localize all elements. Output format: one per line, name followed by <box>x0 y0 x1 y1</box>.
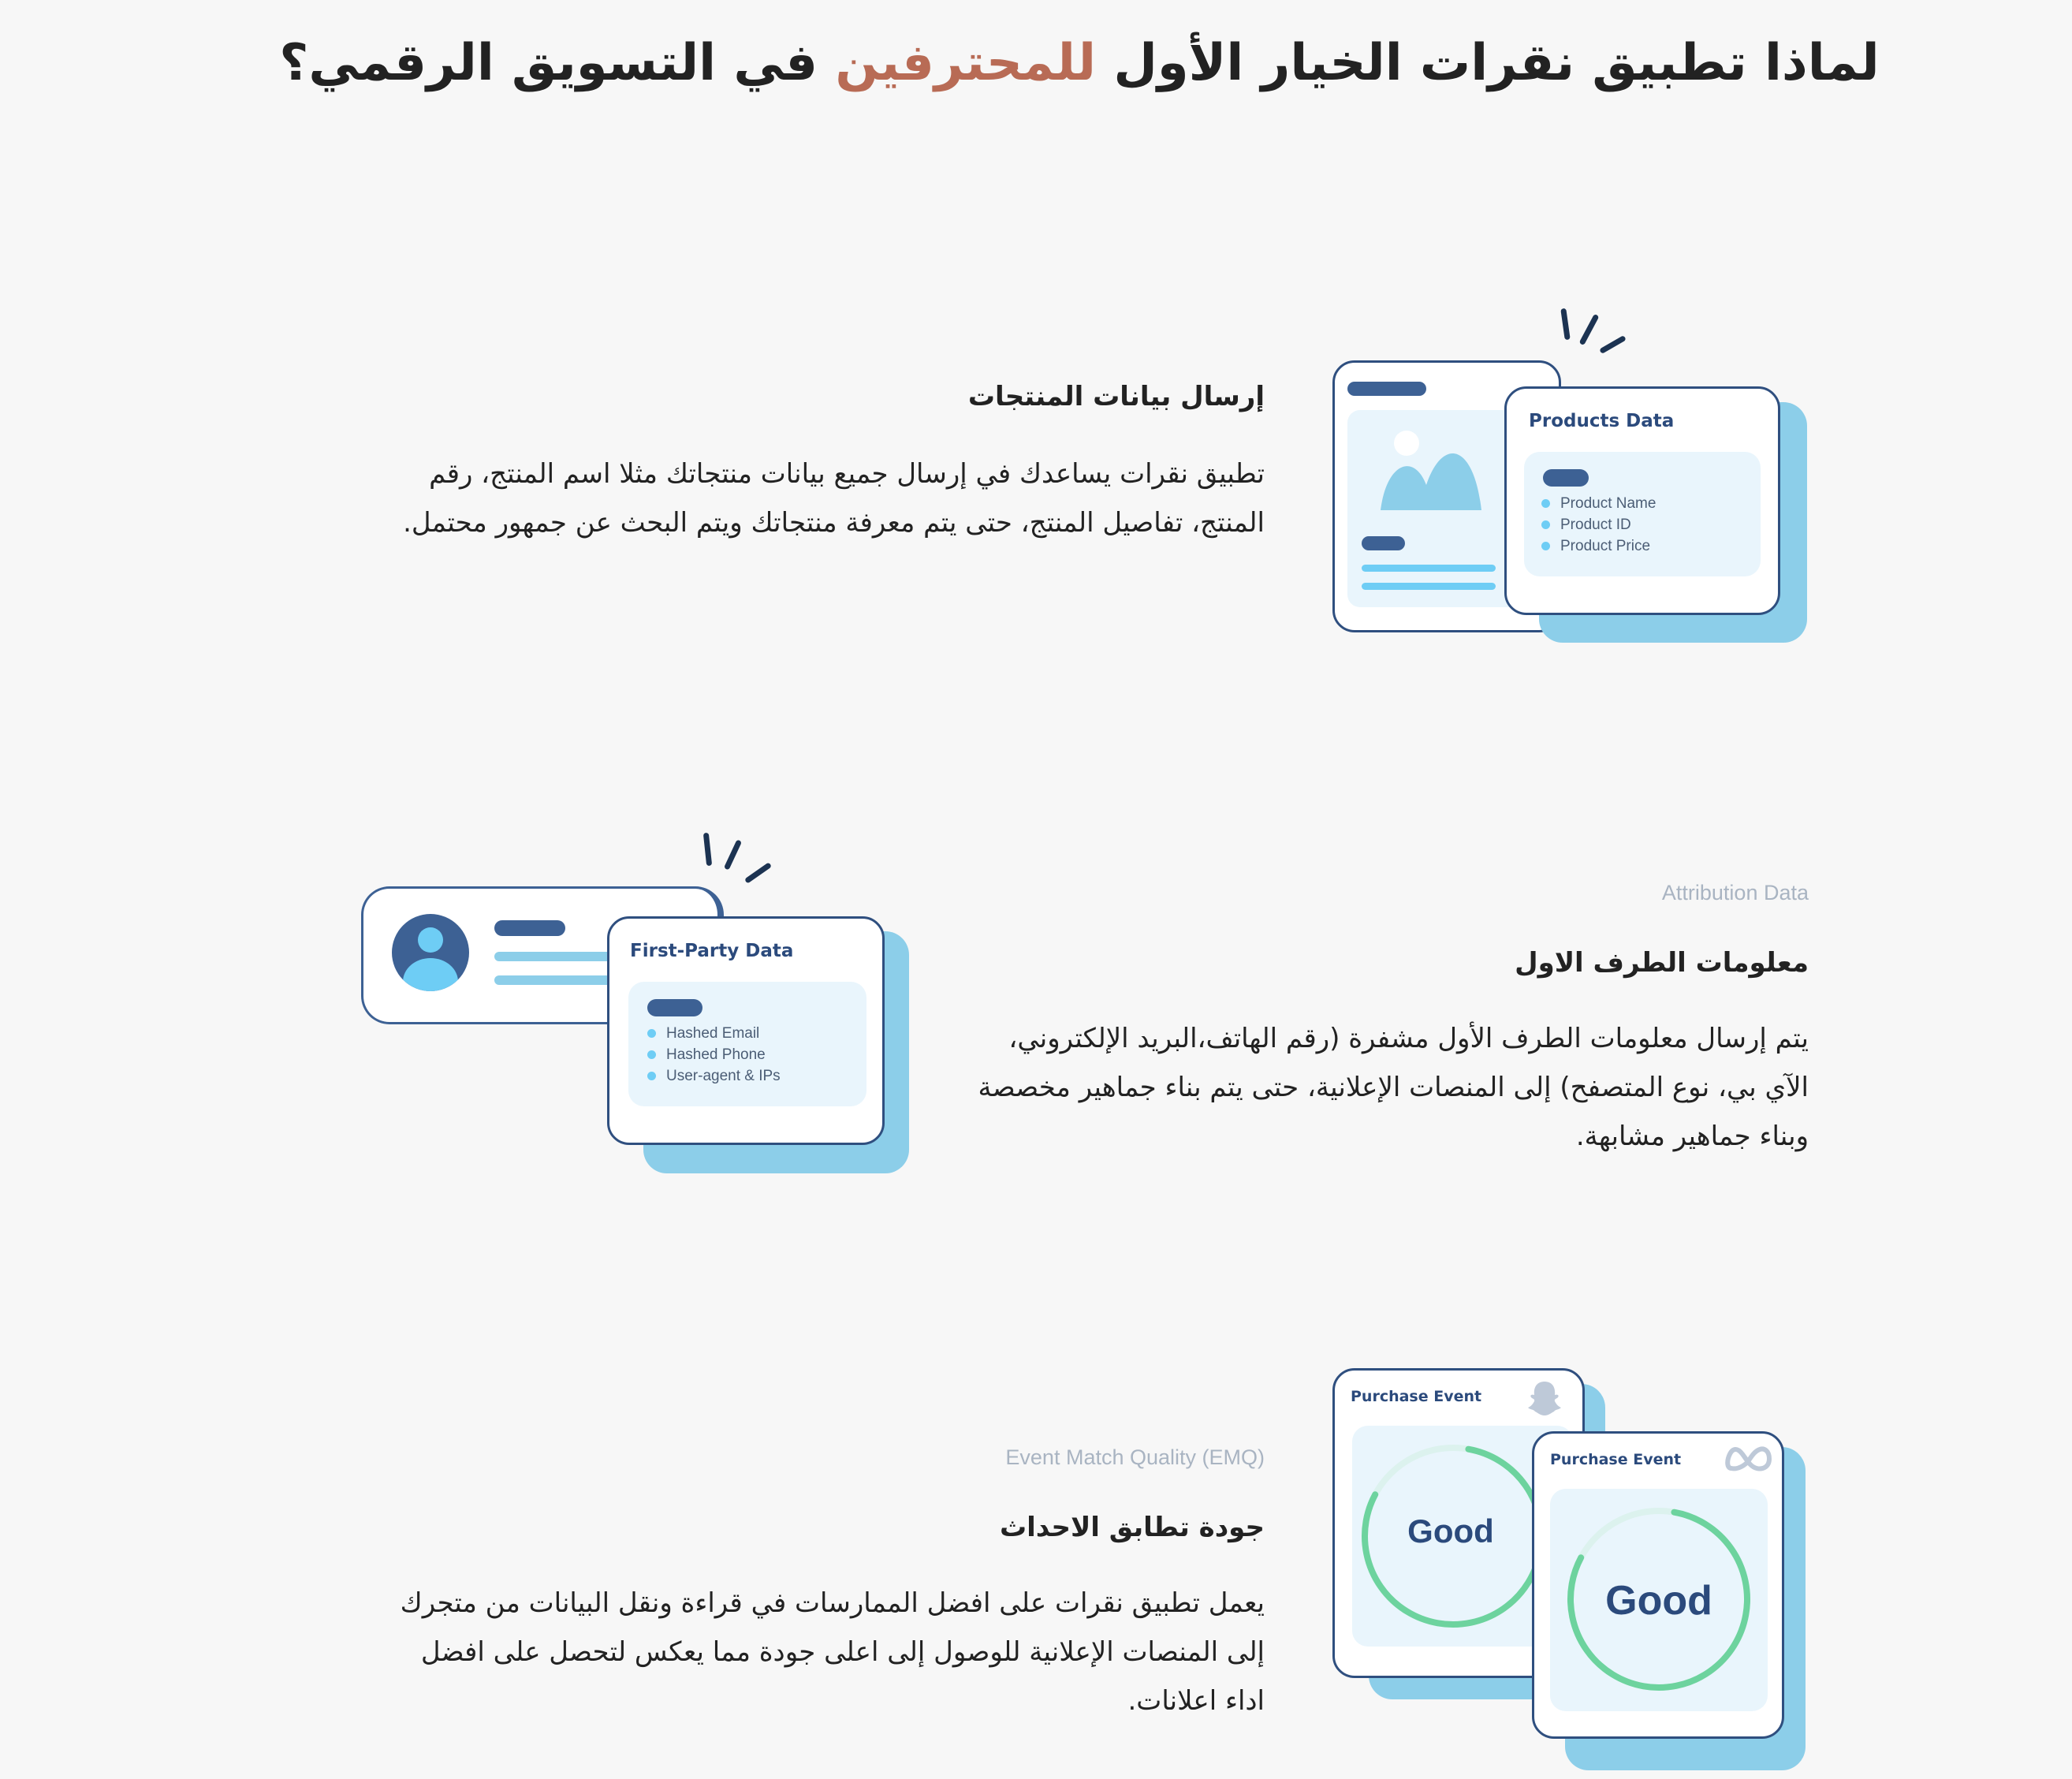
card-bullet-list <box>647 1023 781 1087</box>
placeholder-line <box>1362 565 1496 572</box>
section-event-match-quality <box>378 1441 1265 1725</box>
placeholder-label-bar <box>647 999 702 1016</box>
card-inner-panel <box>628 982 866 1106</box>
section-paragraph: يعمل تطبيق نقرات على افضل الممارسات في قراءة ونقل البيانات من متجرك إلى المنصات الإعلانية للوصول إلى اعلى جودة مما يعكس لتحصل على افضل اداء اعلانات. <box>400 1587 1265 1717</box>
spark-line <box>1599 335 1627 354</box>
spark-line <box>744 862 772 884</box>
title-part-2: في التسويق الرقمي؟ <box>279 34 818 92</box>
products-data-illustration <box>1332 304 1806 643</box>
section-products-data <box>378 377 1265 547</box>
placeholder-label-bar <box>1362 536 1405 550</box>
section-paragraph: يتم إرسال معلومات الطرف الأول مشفرة (رقم الهاتف،البريد الإلكتروني، الآي بي، نوع المتصفح) إلى المنصات الإعلانية، حتى يتم بناء جماهير مخصصة وبناء جماهير مشابهة. <box>978 1023 1809 1152</box>
meta-icon <box>1725 1445 1772 1473</box>
meta-event-card <box>1532 1431 1784 1739</box>
placeholder-label-bar <box>1543 469 1589 487</box>
section-heading: معلومات الطرف الاول <box>1515 947 1809 979</box>
section-heading: إرسال بيانات المنتجات <box>967 381 1265 412</box>
spark-line <box>724 839 742 870</box>
spark-line <box>1560 308 1570 341</box>
image-icon <box>1371 418 1505 520</box>
placeholder-name-bar <box>494 920 565 936</box>
spark-line <box>703 833 712 867</box>
bullet-item: Product Price <box>1541 535 1656 557</box>
card-title: First-Party Data <box>630 941 794 961</box>
snapchat-icon <box>1527 1380 1562 1416</box>
card-inner-panel <box>1524 452 1761 576</box>
section-paragraph: تطبيق نقرات يساعدك في إرسال جميع بيانات منتجاتك مثلا اسم المنتج، رقم المنتج، تفاصيل المنتج، حتى يتم معرفة منتجاتك ويتم البحث عن جمهور محتمل. <box>403 458 1265 539</box>
products-data-card <box>1504 386 1780 615</box>
emq-illustration <box>1332 1368 1806 1770</box>
card-bullet-list <box>1541 493 1656 557</box>
card-inner-panel <box>1550 1489 1768 1711</box>
bullet-item: User-agent & IPs <box>647 1065 781 1087</box>
card-title: Products Data <box>1529 411 1675 431</box>
first-party-data-card <box>607 916 885 1145</box>
title-accent: للمحترفين <box>835 34 1097 92</box>
bullet-item: Product ID <box>1541 514 1656 535</box>
card-title: Purchase Event <box>1351 1388 1482 1405</box>
spark-line <box>1579 314 1600 345</box>
emq-status: Good <box>1605 1578 1712 1624</box>
first-party-data-illustration <box>361 833 913 1176</box>
bullet-item: Product Name <box>1541 493 1656 514</box>
avatar-head <box>418 927 443 953</box>
section-label: Attribution Data <box>1661 881 1809 904</box>
avatar <box>392 914 469 991</box>
placeholder-title-bar <box>1347 382 1426 396</box>
placeholder-line <box>1362 583 1496 590</box>
bullet-item: Hashed Phone <box>647 1044 781 1065</box>
title-part-1: لماذا تطبيق نقرات الخيار الأول <box>1113 34 1880 92</box>
emq-status: Good <box>1407 1512 1494 1550</box>
section-first-party-data <box>970 877 1809 1161</box>
section-label: Event Match Quality (EMQ) <box>1005 1445 1265 1469</box>
card-title: Purchase Event <box>1550 1451 1682 1468</box>
placeholder-line <box>494 975 620 985</box>
bullet-item: Hashed Email <box>647 1023 781 1044</box>
placeholder-line <box>494 952 620 961</box>
avatar-body <box>403 958 458 991</box>
section-heading: جودة تطابق الاحداث <box>999 1512 1265 1543</box>
page-title <box>0 24 2072 103</box>
